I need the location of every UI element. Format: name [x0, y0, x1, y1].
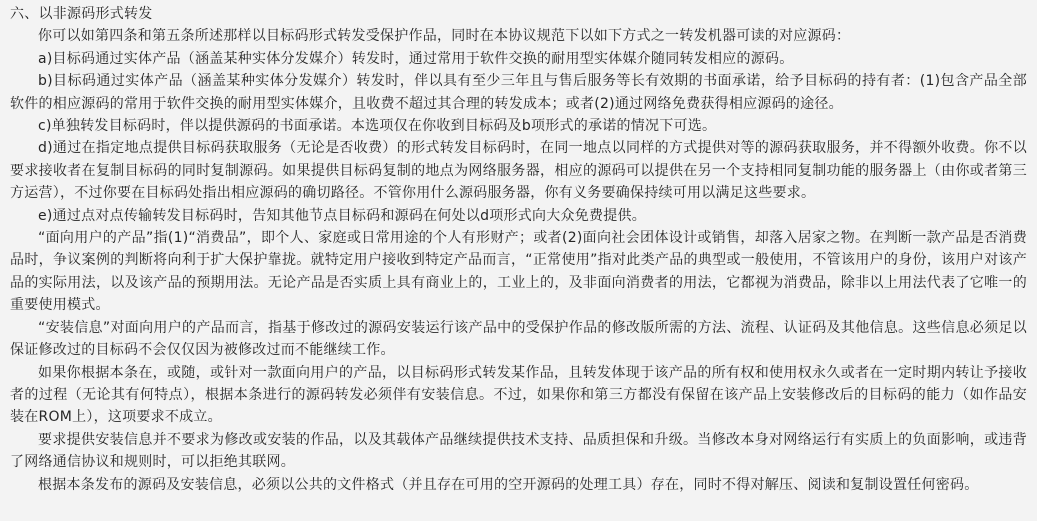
paragraph-install-info: “安装信息”对面向用户的产品而言，指基于修改过的源码安装运行该产品中的受保护作品的修改版所需的方法、流程、认证码及其他信息。这些信息必须足以保证修改过的目标码不会仅仅因为被修改过而不能继续工作。 [10, 319, 1027, 359]
paragraph-option-a: a)目标码通过实体产品（涵盖某种实体分发媒介）转发时，通过常用于软件交换的耐用型实体媒介随同转发相应的源码。 [38, 50, 794, 67]
paragraph-option-e: e)通过点对点传输转发目标码时，告知其他节点目标码和源码在何处以d项形式向大众免费提供。 [38, 207, 646, 224]
paragraph-intro: 你可以如第四条和第五条所述那样以目标码形式转发受保护作品，同时在本协议规范下以如下方式之一转发机器可读的对应源码： [38, 28, 851, 45]
paragraph-option-c: c)单独转发目标码时，伴以提供源码的书面承诺。本选项仅在你收到目标码及b项形式的承诺的情况下可选。 [38, 118, 717, 135]
paragraph-user-product: “面向用户的产品”指(1)“消费品”，即个人、家庭或日常用途的个人有形财产；或者(2)面向社会团体设计或销售，却落入居家之物。在判断一款产品是否消费品时，争议案例的判断将向利于扩大保护靠拢。就特定用户接收到特定产品而言，“正常使用”指对此类产品的典型或一般使用，不管该用户的身份，该用户对该产品的实际用法，以及该产品的预期用法。无论产品是否实质上具有商业上的，工业上的，及非面向消费者的用法，它都视为消费品，除非以上用法代表了它唯一的重要使用模式。 [10, 230, 1027, 314]
paragraph-format-note: 根据本条发布的源码及安装信息，必须以公共的文件格式（并且存在可用的空开源码的处理工具）存在，同时不得对解压、阅读和复制设置任何密码。 [38, 476, 979, 493]
paragraph-option-b: b)目标码通过实体产品（涵盖某种实体分发媒介）转发时，伴以具有至少三年且与售后服务等长有效期的书面承诺，给予目标码的持有者：(1)包含产品全部软件的相应源码的常用于软件交换的耐用型实体媒介，且收费不超过其合理的转发成本；或者(2)通过网络免费获得相应源码的途径。 [10, 73, 1027, 112]
section-heading: 六、以非源码形式转发 [10, 6, 153, 22]
paragraph-install-requirement: 如果你根据本条在，或随，或针对一款面向用户的产品，以目标码形式转发某作品，且转发体现于该产品的所有权和使用权永久或者在一定时期内转让予接收者的过程（无论其有何特点），根据本条进行的源码转发必须伴有安装信息。不过，如果你和第三方都没有保留在该产品上安装修改后的目标码的能力（如作品安装在ROM上），这项要求不成立。 [10, 364, 1027, 426]
paragraph-support-note: 要求提供安装信息并不要求为修改或安装的作品，以及其载体产品继续提供技术支持、品质担保和升级。当修改本身对网络运行有实质上的负面影响，或违背了网络通信协议和规则时，可以拒绝其联网。 [10, 431, 1027, 471]
paragraph-option-d: d)通过在指定地点提供目标码获取服务（无论是否收费）的形式转发目标码时，在同一地点以同样的方式提供对等的源码获取服务，并不得额外收费。你不以要求接收者在复制目标码的同时复制源码。如果提供目标码复制的地点为网络服务器，相应的源码可以提供在另一个支持相同复制功能的服务器上（由你或者第三方运营），不过你要在目标码处指出相应源码的确切路径。不管你用什么源码服务器，你有义务要确保持续可用以满足这些要求。 [10, 140, 1027, 202]
